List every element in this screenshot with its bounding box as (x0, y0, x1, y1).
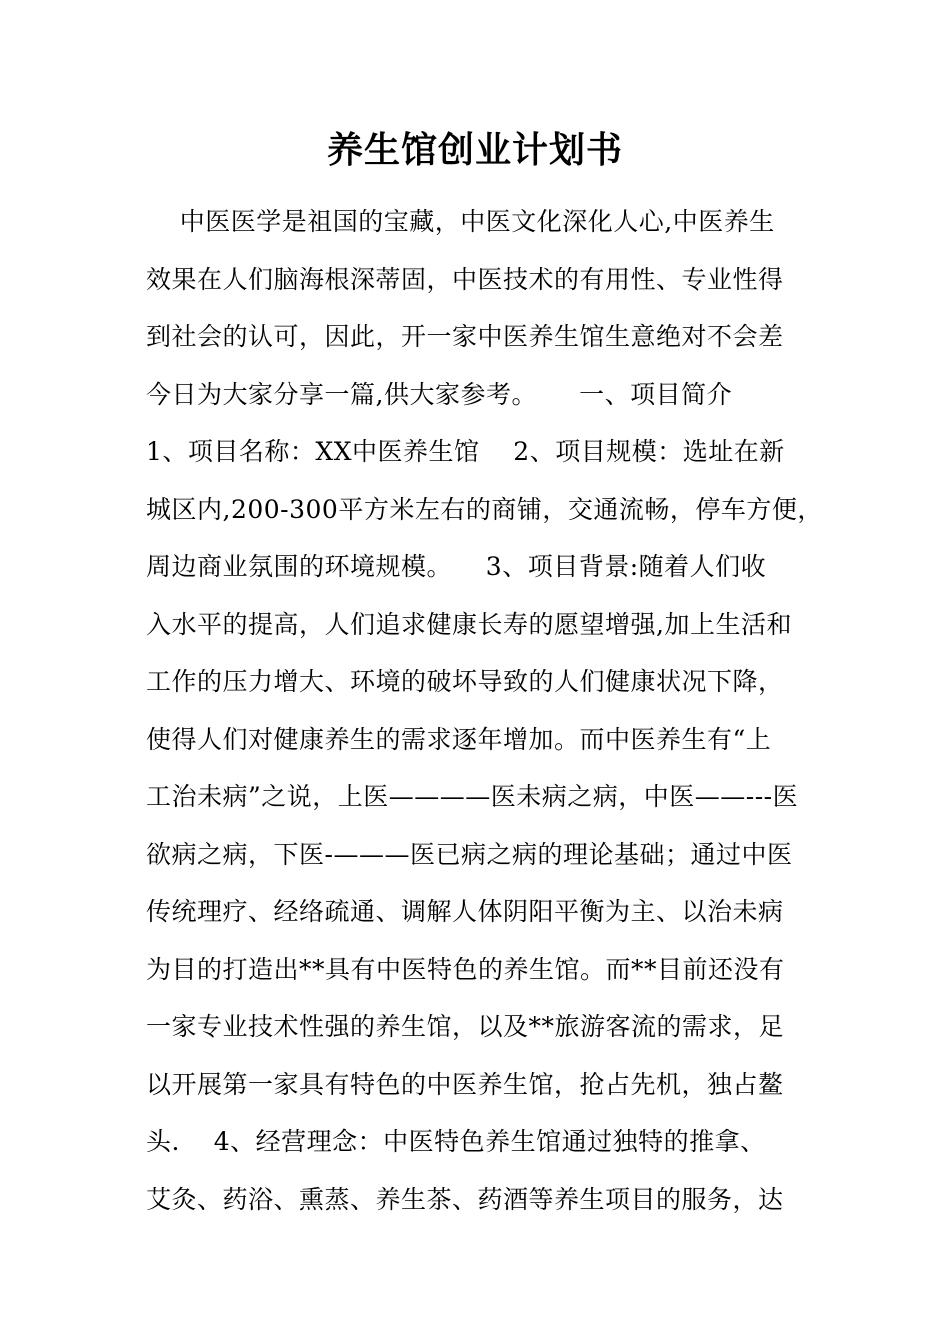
text-line: 传统理疗、经络疏通、调解人体阴阳平衡为主、以治未病 (146, 897, 784, 926)
text-line: 入水平的提高，人们追求健康长寿的愿望增强,加上生活和 (146, 609, 792, 639)
text-line: 使得人们对健康养生的需求逐年增加。而中医养生有“上 (146, 724, 772, 754)
text-line: 以开展第一家具有特色的中医养生馆，抢占先机，独占鳌 (146, 1069, 784, 1099)
text-line: 周边商业氛围的环境规模。 3、项目背景:随着人们收 (146, 552, 767, 581)
text-line: 为目的打造出**具有中医特色的养生馆。而**目前还没有 (146, 954, 785, 984)
text-line: 工治未病”之说，上医————医未病之病，中医——---医 (146, 782, 799, 811)
text-line: 到社会的认可，因此，开一家中医养生馆生意绝对不会差 (146, 322, 784, 351)
text-line: 欲病之病，下医-———医已病之病的理论基础；通过中医 (146, 839, 793, 869)
text-line: 今日为大家分享一篇,供大家参考。 一、项目简介 (146, 379, 733, 409)
text-line: 工作的压力增大、环境的破坏导致的人们健康状况下降， (146, 667, 784, 696)
text-line: 1、项目名称：XX中医养生馆 2、项目规模：选址在新 (146, 437, 785, 466)
document-title: 养生馆创业计划书 (326, 130, 623, 171)
text-line: 效果在人们脑海根深蒂固，中医技术的有用性、专业性得 (146, 264, 784, 294)
text-line: 中医医学是祖国的宝藏，中医文化深化人心,中医养生 (146, 207, 775, 236)
text-line: 城区内,200-300平方米左右的商铺，交通流畅，停车方便， (146, 494, 823, 524)
text-line: 一家专业技术性强的养生馆，以及**旅游客流的需求，足 (146, 1012, 785, 1041)
text-line: 艾灸、药浴、熏蒸、养生茶、药酒等养生项目的服务，达 (146, 1184, 784, 1214)
text-line: 头. 4、经营理念：中医特色养生馆通过独特的推拿、 (146, 1127, 766, 1156)
document-body (146, 202, 826, 1237)
